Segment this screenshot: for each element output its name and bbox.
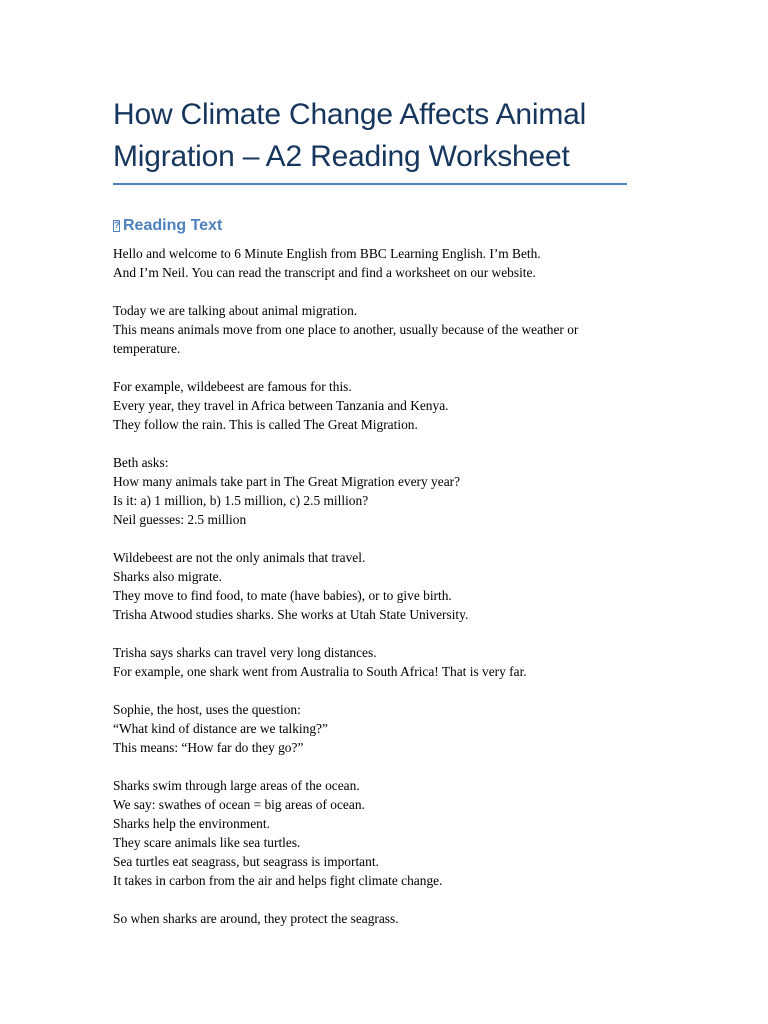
text-line: We say: swathes of ocean = big areas of ocean. (113, 797, 365, 812)
title-line-1: How Climate Change Affects Animal (113, 98, 587, 131)
text-line: It takes in carbon from the air and helps fight climate change. (113, 873, 443, 888)
text-line: Is it: a) 1 million, b) 1.5 million, c) 2.5 million? (113, 493, 369, 508)
text-line: So when sharks are around, they protect the seagrass. (113, 911, 399, 926)
paragraph (113, 548, 633, 624)
text-line: This means: “How far do they go?” (113, 740, 304, 755)
book-icon (113, 220, 120, 232)
title-line-2: Migration – A2 Reading Worksheet (113, 140, 570, 173)
text-line: Trisha Atwood studies sharks. She works at Utah State University. (113, 607, 469, 622)
text-line: For example, wildebeest are famous for this. (113, 379, 352, 394)
text-line: And I’m Neil. You can read the transcript and find a worksheet on our website. (113, 265, 536, 280)
text-line: Sharks swim through large areas of the ocean. (113, 778, 360, 793)
paragraph (113, 453, 633, 529)
text-line: Sharks also migrate. (113, 569, 222, 584)
text-line: How many animals take part in The Great Migration every year? (113, 474, 461, 489)
paragraph (113, 301, 633, 358)
paragraph (113, 909, 633, 928)
text-line: They follow the rain. This is called The Great Migration. (113, 417, 418, 432)
document-title (113, 94, 633, 178)
text-line: For example, one shark went from Australia to South Africa! That is very far. (113, 664, 527, 679)
section-heading-label: Reading Text (123, 217, 223, 234)
text-line: This means animals move from one place to another, usually because of the weather or (113, 322, 579, 337)
text-line: They scare animals like sea turtles. (113, 835, 301, 850)
paragraph (113, 643, 633, 681)
section-heading (113, 215, 633, 237)
text-line: Every year, they travel in Africa between Tanzania and Kenya. (113, 398, 449, 413)
text-line: Sophie, the host, uses the question: (113, 702, 301, 717)
text-line: Wildebeest are not the only animals that travel. (113, 550, 366, 565)
text-line: Hello and welcome to 6 Minute English from BBC Learning English. I’m Beth. (113, 246, 541, 261)
text-line: Today we are talking about animal migration. (113, 303, 358, 318)
text-line: Sea turtles eat seagrass, but seagrass is important. (113, 854, 379, 869)
reading-text-body (113, 244, 633, 928)
text-line: Trisha says sharks can travel very long distances. (113, 645, 377, 660)
text-line: “What kind of distance are we talking?” (113, 721, 328, 736)
document-page (113, 94, 633, 947)
text-line: Sharks help the environment. (113, 816, 270, 831)
text-line: temperature. (113, 341, 181, 356)
paragraph (113, 776, 633, 890)
paragraph (113, 377, 633, 434)
title-underline-rule (113, 183, 627, 185)
paragraph (113, 244, 633, 282)
text-line: They move to find food, to mate (have babies), or to give birth. (113, 588, 452, 603)
text-line: Neil guesses: 2.5 million (113, 512, 247, 527)
text-line: Beth asks: (113, 455, 169, 470)
paragraph (113, 700, 633, 757)
